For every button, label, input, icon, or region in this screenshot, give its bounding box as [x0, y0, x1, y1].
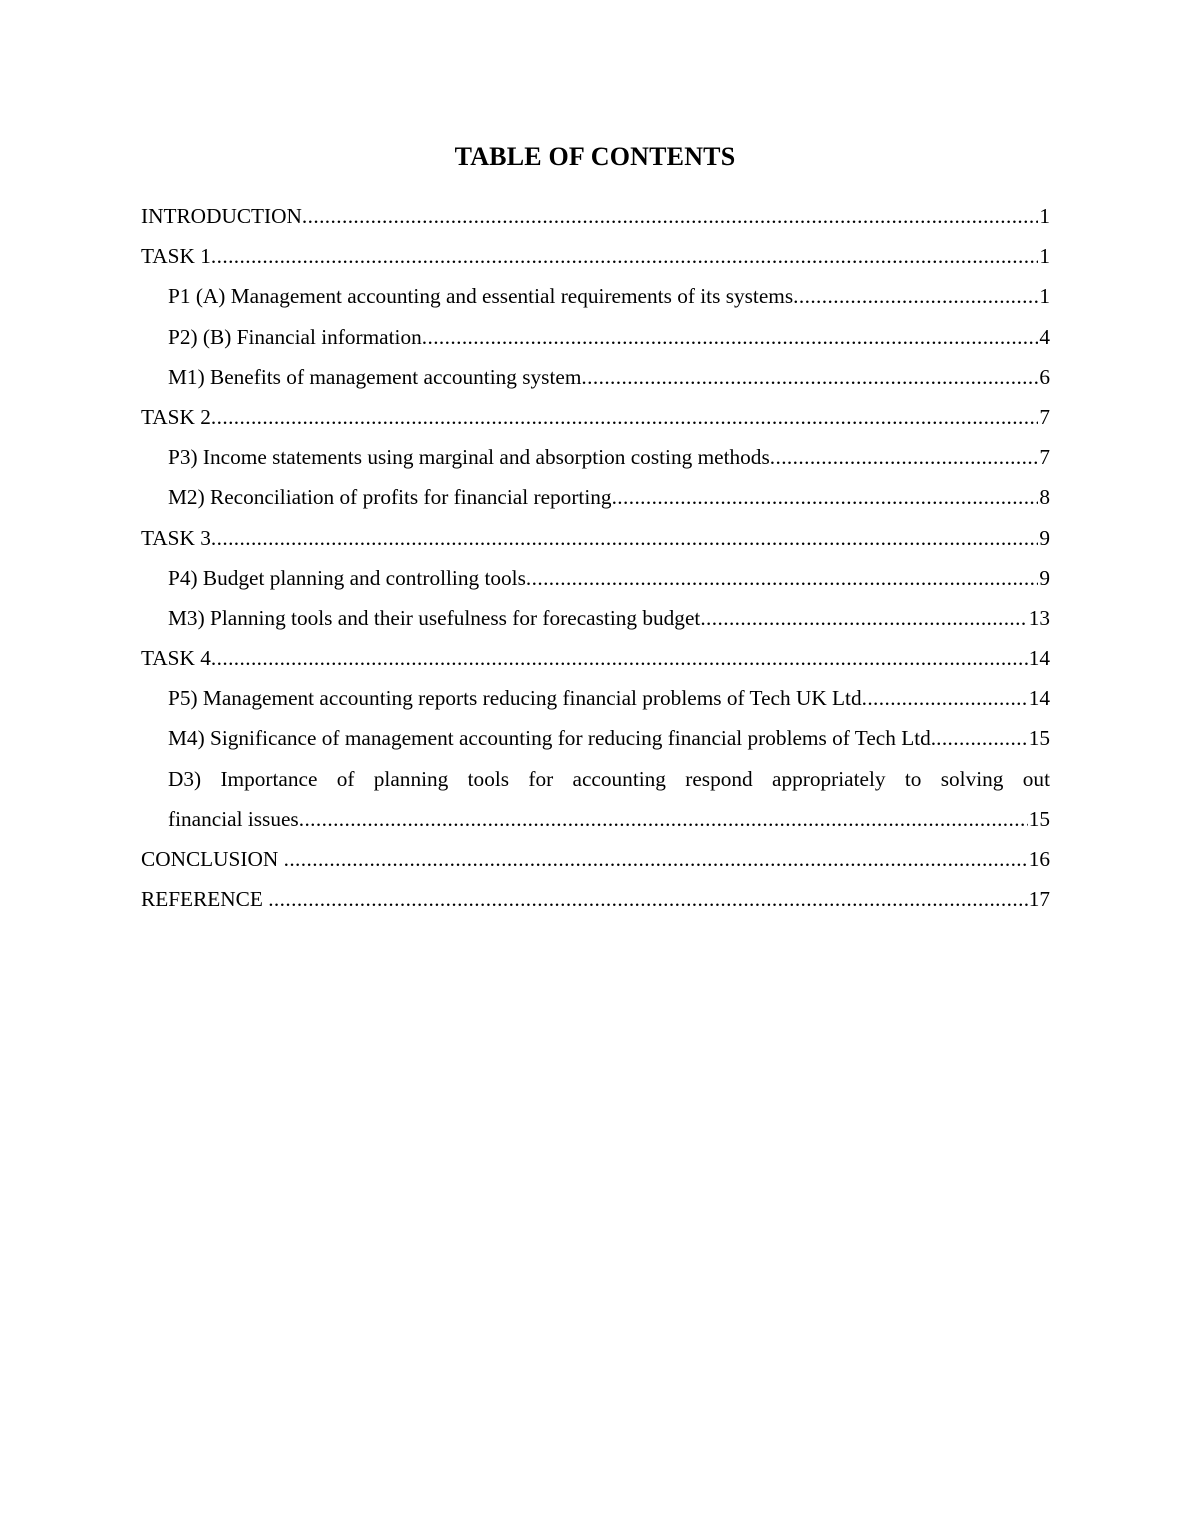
toc-entry-p1[interactable] — [168, 276, 1050, 316]
toc-entry-page: 9 — [1038, 558, 1050, 598]
toc-entry-p4[interactable] — [168, 558, 1050, 598]
toc-entry-label: M3) Planning tools and their usefulness for forecasting budget — [168, 605, 701, 630]
toc-entry-label: M1) Benefits of management accounting system — [168, 364, 582, 389]
toc-entry-page: 7 — [1038, 437, 1050, 477]
toc-entry-label: CONCLUSION — [141, 847, 284, 871]
toc-entry-page: 6 — [1038, 357, 1050, 397]
toc-title: TABLE OF CONTENTS — [454, 142, 736, 171]
toc-entry-task-1[interactable] — [141, 236, 1050, 276]
toc-entry-m4[interactable] — [168, 718, 1050, 758]
toc-entry-label: M2) Reconciliation of profits for financial reporting — [168, 485, 612, 510]
toc-entry-label: P4) Budget planning and controlling tools — [168, 565, 526, 590]
toc-entry-label: P2) (B) Financial information — [168, 324, 422, 349]
toc-entry-p5[interactable] — [168, 678, 1050, 718]
toc-entry-task-4[interactable] — [141, 638, 1050, 678]
toc-entry-d3[interactable] — [168, 759, 1050, 839]
toc-entry-conclusion[interactable] — [141, 839, 1050, 879]
toc-entry-page: 15 — [1028, 718, 1050, 758]
toc-entry-label-line2: financial issues — [168, 806, 299, 831]
toc-entry-page: 13 — [1028, 598, 1050, 638]
toc-entry-page: 1 — [1038, 236, 1050, 276]
toc-entry-p2[interactable] — [168, 317, 1050, 357]
toc-entry-m3[interactable] — [168, 598, 1050, 638]
toc-entry-task-3[interactable] — [141, 518, 1050, 558]
toc-entry-label: M4) Significance of management accounting for reducing financial problems of Tech Ltd. — [168, 726, 937, 751]
toc-entry-label: INTRODUCTION — [141, 204, 302, 228]
toc-entry-page: 1 — [1038, 276, 1050, 316]
toc-entry-page: 7 — [1038, 397, 1050, 437]
toc-entry-p3[interactable] — [168, 437, 1050, 477]
toc-entry-label: TASK 2 — [141, 404, 211, 429]
toc-entry-reference[interactable] — [141, 879, 1050, 919]
toc-entry-page: 15 — [1028, 799, 1050, 839]
toc-entry-page: 8 — [1038, 477, 1050, 517]
toc-entry-page: 4 — [1038, 317, 1050, 357]
toc-entry-page: 16 — [1028, 839, 1050, 879]
toc-entry-label: P3) Income statements using marginal and absorption costing methods — [168, 445, 770, 470]
toc-entry-m2[interactable] — [168, 477, 1050, 517]
toc-list — [141, 196, 1050, 919]
toc-entry-page: 9 — [1038, 518, 1050, 558]
toc-entry-page: 17 — [1028, 879, 1050, 919]
toc-entry-label: P5) Management accounting reports reducing financial problems of Tech UK Ltd — [168, 686, 862, 711]
toc-entry-introduction[interactable] — [141, 196, 1050, 236]
toc-entry-label: TASK 4 — [141, 646, 211, 671]
toc-entry-m1[interactable] — [168, 357, 1050, 397]
toc-entry-page: 1 — [1038, 196, 1050, 236]
toc-entry-page: 14 — [1028, 678, 1050, 718]
toc-entry-label: TASK 1 — [141, 244, 211, 269]
toc-entry-label-line1: D3) Importance of planning tools for accounting respond appropriately to solving out — [168, 766, 1050, 791]
toc-entry-label: REFERENCE — [141, 887, 269, 912]
toc-entry-task-2[interactable] — [141, 397, 1050, 437]
toc-entry-label: P1 (A) Management accounting and essential requirements of its systems — [168, 284, 794, 309]
toc-entry-label: TASK 3 — [141, 525, 211, 550]
toc-entry-page: 14 — [1028, 638, 1050, 678]
